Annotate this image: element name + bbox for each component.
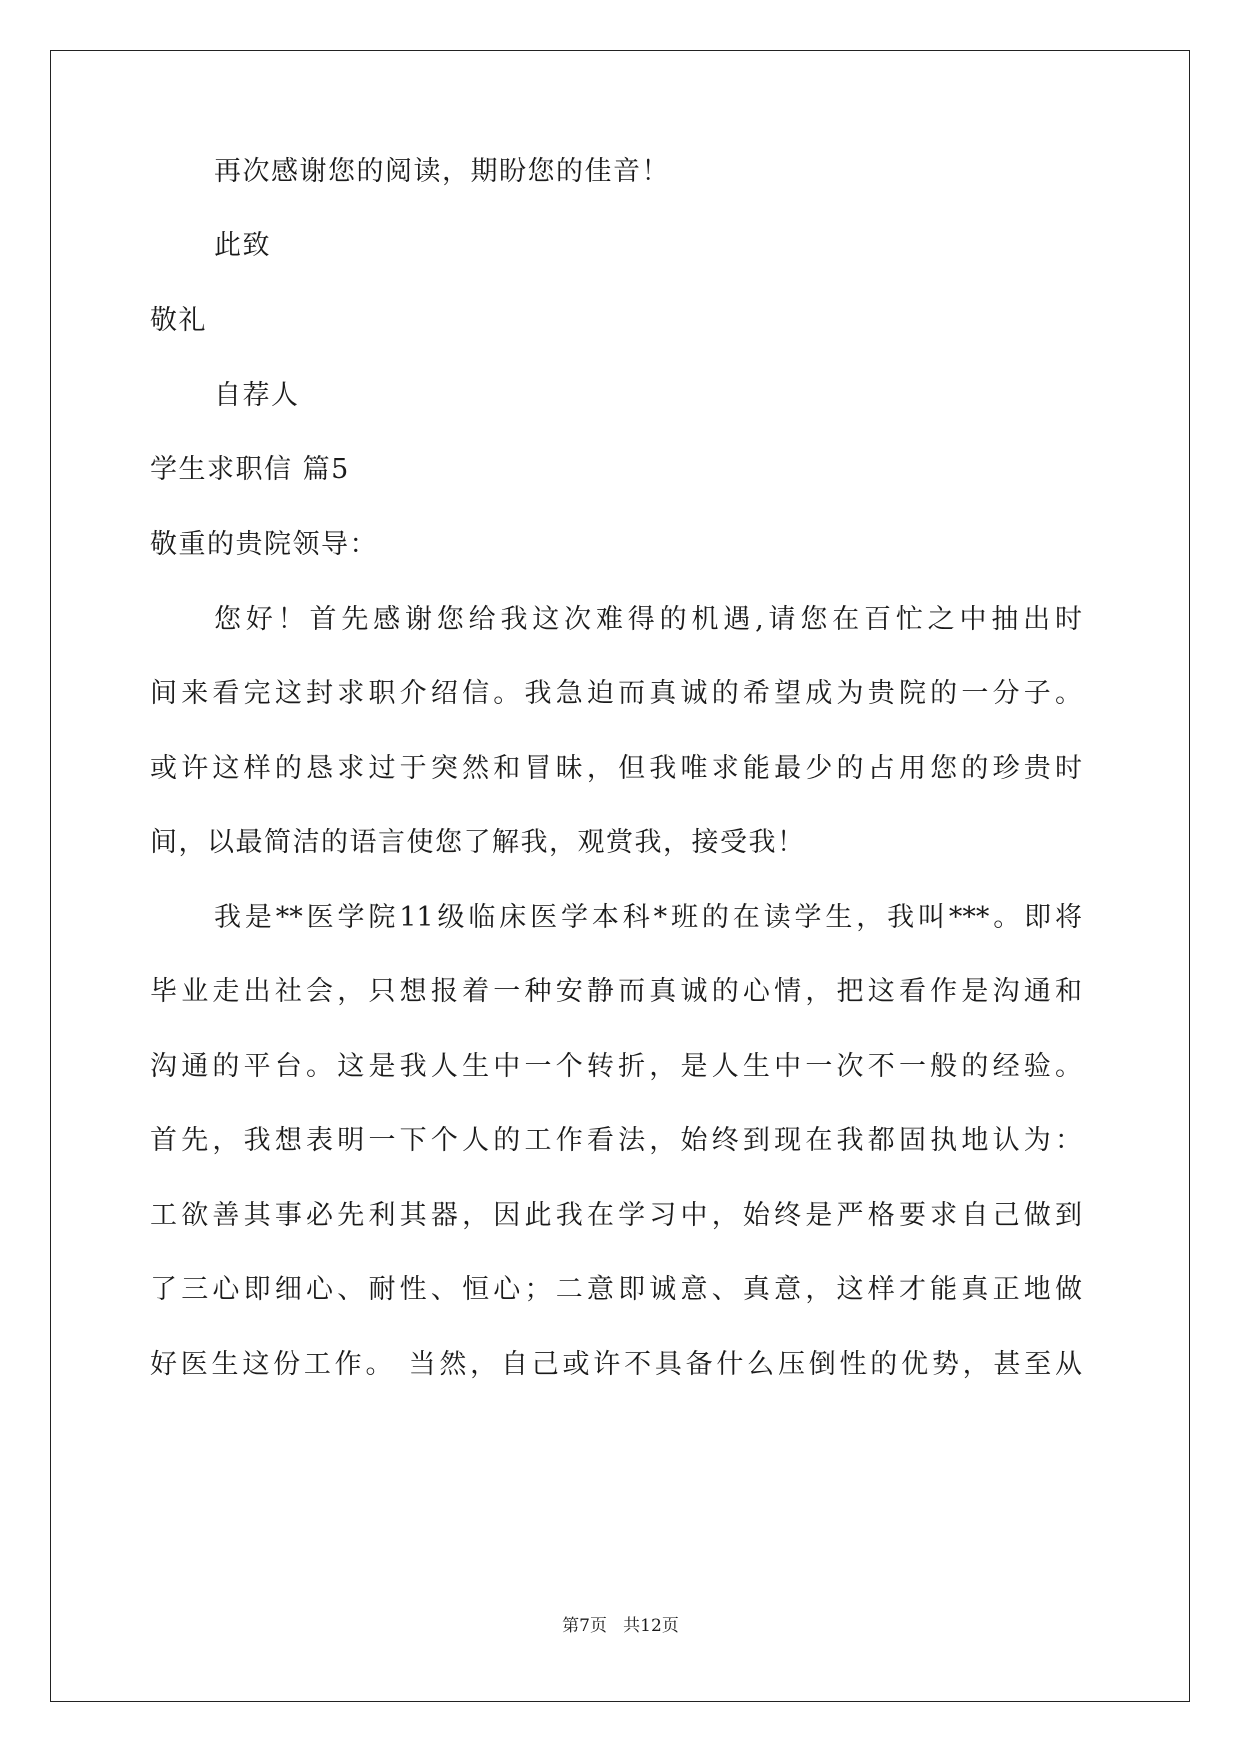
signature-line: 自荐人 (214, 380, 300, 411)
paragraph-line: 毕业走出社会，只想报着一种安静而真诚的心情，把这看作是沟通和 (150, 976, 1082, 1007)
page-number-footer: 第7页 共12页 (562, 1616, 679, 1636)
paragraph-line: 间来看完这封求职介绍信。我急迫而真诚的希望成为贵院的一分子。 (150, 678, 1082, 709)
paragraph-line: 您好！首先感谢您给我这次难得的机遇,请您在百忙之中抽出时 (214, 604, 1082, 635)
page-border (50, 50, 1190, 1702)
salutation-cizhi: 此致 (214, 230, 271, 261)
paragraph-line: 首先，我想表明一下个人的工作看法，始终到现在我都固执地认为： (150, 1125, 1082, 1156)
closing-thanks-line: 再次感谢您的阅读，期盼您的佳音！ (214, 156, 670, 187)
paragraph-line: 工欲善其事必先利其器，因此我在学习中，始终是严格要求自己做到 (150, 1200, 1082, 1231)
paragraph-line: 间，以最简洁的语言使您了解我，观赏我，接受我！ (150, 827, 806, 858)
paragraph-line: 我是**医学院11级临床医学本科*班的在读学生，我叫***。即将 (214, 902, 1082, 933)
section-heading: 学生求职信 篇5 (150, 454, 350, 485)
paragraph-line: 沟通的平台。这是我人生中一个转折，是人生中一次不一般的经验。 (150, 1051, 1082, 1082)
salutation-jingli: 敬礼 (150, 305, 207, 336)
paragraph-line: 或许这样的恳求过于突然和冒昧，但我唯求能最少的占用您的珍贵时 (150, 753, 1082, 784)
paragraph-line: 了三心即细心、耐性、恒心；二意即诚意、真意，这样才能真正地做 (150, 1274, 1082, 1305)
paragraph-line: 好医生这份工作。 当然，自己或许不具备什么压倒性的优势，甚至从 (150, 1349, 1082, 1380)
greeting-line: 敬重的贵院领导： (150, 529, 378, 560)
